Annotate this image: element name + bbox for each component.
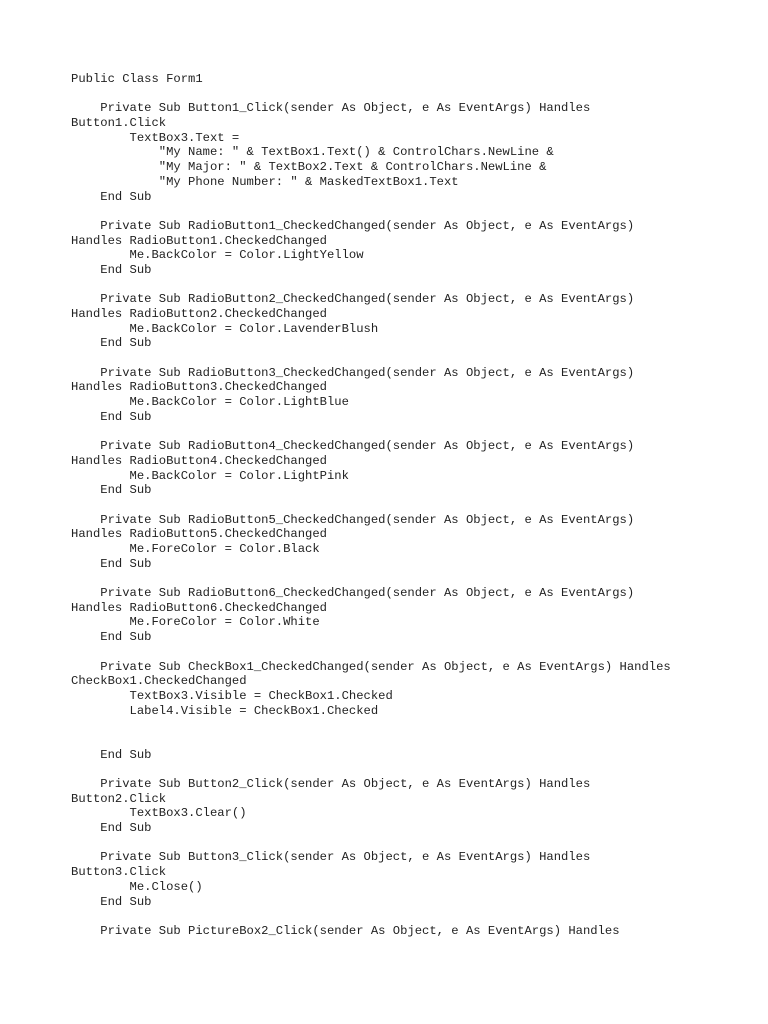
code-line: TextBox3.Text = <box>71 130 240 145</box>
code-line <box>71 351 671 366</box>
code-line: End Sub <box>71 630 152 645</box>
code-line <box>71 836 671 851</box>
code-line <box>71 909 671 924</box>
code-listing <box>71 72 671 939</box>
code-line: Private Sub Button2_Click(sender As Object, e As EventArgs) Handles <box>71 777 591 791</box>
code-line: End Sub <box>71 821 152 836</box>
code-line: Handles RadioButton4.CheckedChanged <box>71 453 327 468</box>
code-line: Me.ForeColor = Color.White <box>71 615 320 630</box>
code-line: Private Sub PictureBox2_Click(sender As Object, e As EventArgs) Handles <box>71 923 620 938</box>
code-line: Private Sub RadioButton2_CheckedChanged(sender As Object, e As EventArgs) <box>71 292 635 307</box>
code-line: Handles RadioButton1.CheckedChanged <box>71 233 327 248</box>
code-line: End Sub <box>71 409 152 424</box>
code-line: Handles RadioButton3.CheckedChanged <box>71 380 327 395</box>
code-line: Private Sub RadioButton1_CheckedChanged(sender As Object, e As EventArgs) <box>71 218 635 233</box>
code-line: End Sub <box>71 556 152 571</box>
code-line <box>71 733 671 748</box>
code-line: Handles RadioButton5.CheckedChanged <box>71 527 327 542</box>
code-line: Private Sub RadioButton4_CheckedChanged(sender As Object, e As EventArgs) <box>71 439 635 454</box>
code-line: CheckBox1.CheckedChanged <box>71 674 247 689</box>
code-line <box>71 278 671 293</box>
code-line: Private Sub RadioButton5_CheckedChanged(sender As Object, e As EventArgs) <box>71 512 635 527</box>
code-line <box>71 645 671 660</box>
code-line <box>71 498 671 513</box>
code-line: Me.Close() <box>71 879 203 894</box>
code-line <box>71 718 671 733</box>
code-line: Me.ForeColor = Color.Black <box>71 542 320 556</box>
code-line: End Sub <box>71 894 152 909</box>
code-line: Private Sub Button1_Click(sender As Object, e As EventArgs) Handles <box>71 101 591 116</box>
code-line: Me.BackColor = Color.LavenderBlush <box>71 321 379 336</box>
code-line: "My Name: " & TextBox1.Text() & ControlChars.NewLine & <box>71 145 554 160</box>
code-line: Private Sub Button3_Click(sender As Object, e As EventArgs) Handles <box>71 850 591 865</box>
code-line: End Sub <box>71 747 152 762</box>
code-line <box>71 571 671 586</box>
code-line: Button1.Click <box>71 116 167 131</box>
code-line <box>71 762 671 777</box>
code-line: Button2.Click <box>71 791 167 806</box>
code-line: "My Phone Number: " & MaskedTextBox1.Text <box>71 174 459 189</box>
code-line: End Sub <box>71 336 152 351</box>
code-line: End Sub <box>71 189 152 204</box>
code-line: Me.BackColor = Color.LightPink <box>71 468 349 483</box>
code-line: Handles RadioButton6.CheckedChanged <box>71 600 327 615</box>
code-line: End Sub <box>71 262 152 277</box>
code-line: Private Sub RadioButton3_CheckedChanged(sender As Object, e As EventArgs) <box>71 365 635 380</box>
code-line: TextBox3.Visible = CheckBox1.Checked <box>71 688 393 703</box>
code-line: Private Sub RadioButton6_CheckedChanged(sender As Object, e As EventArgs) <box>71 586 635 601</box>
code-line <box>71 425 671 440</box>
code-line: Me.BackColor = Color.LightBlue <box>71 395 349 410</box>
code-line: "My Major: " & TextBox2.Text & ControlChars.NewLine & <box>71 160 547 175</box>
code-line <box>71 87 671 102</box>
code-line: Me.BackColor = Color.LightYellow <box>71 248 364 263</box>
code-line: End Sub <box>71 483 152 498</box>
code-line: Private Sub CheckBox1_CheckedChanged(sender As Object, e As EventArgs) Handles <box>71 659 671 674</box>
code-line: Button3.Click <box>71 865 167 880</box>
code-line <box>71 204 671 219</box>
code-line: Label4.Visible = CheckBox1.Checked <box>71 703 379 718</box>
code-line: Handles RadioButton2.CheckedChanged <box>71 307 327 321</box>
code-line: TextBox3.Clear() <box>71 806 247 821</box>
code-line: Public Class Form1 <box>71 72 203 86</box>
